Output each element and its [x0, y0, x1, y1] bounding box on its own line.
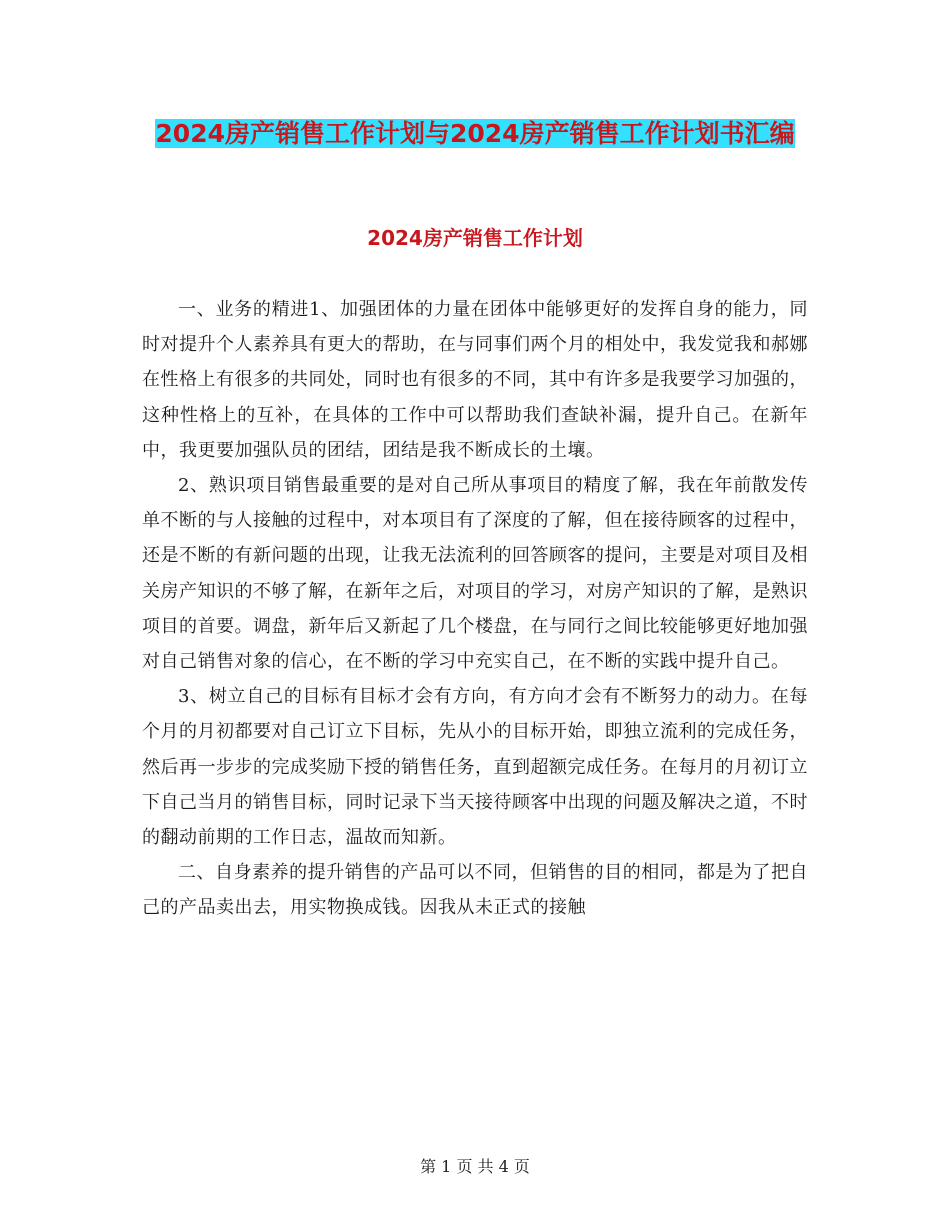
document-body [142, 292, 808, 926]
document-title [140, 112, 810, 156]
section-title: 2024房产销售工作计划 [367, 226, 583, 250]
paragraph: 二、自身素养的提升销售的产品可以不同，但销售的目的相同，都是为了把自己的产品卖出去，用实物换成钱。因我从未正式的接触 [142, 862, 808, 919]
paragraph: 3、树立自己的目标有目标才会有方向，有方向才会有不断努力的动力。在每个月的月初都要对自己订立下目标，先从小的目标开始，即独立流利的完成任务，然后再一步步的完成奖励下授的销售任务，直到超额完成任务。在每月的月初订立下自己当月的销售目标，同时记录下当天接待顾客中出现的问题及解决之道，不时的翻动前期的工作日志，温故而知新。 [142, 686, 808, 849]
paragraph: 一、业务的精进1、加强团体的力量在团体中能够更好的发挥自身的能力，同时对提升个人素养具有更大的帮助，在与同事们两个月的相处中，我发觉我和郝娜在性格上有很多的共同处，同时也有很多的不同，其中有许多是我要学习加强的，这种性格上的互补，在具体的工作中可以帮助我们查缺补漏，提升自己。在新年中，我更要加强队员的团结，团结是我不断成长的土壤。 [142, 299, 808, 461]
page-footer: 第 1 页 共 4 页 [420, 1157, 530, 1176]
paragraph: 2、熟识项目销售最重要的是对自己所从事项目的精度了解，我在年前散发传单不断的与人接触的过程中，对本项目有了深度的了解，但在接待顾客的过程中，还是不断的有新问题的出现，让我无法流利的回答顾客的提问，主要是对项目及相关房产知识的不够了解，在新年之后，对项目的学习，对房产知识的了解，是熟识项目的首要。调盘，新年后又新起了几个楼盘，在与同行之间比较能够更好地加强对自己销售对象的信心，在不断的学习中充实自己，在不断的实践中提升自己。 [142, 475, 808, 673]
document-title-text: 2024房产销售工作计划与2024房产销售工作计划书汇编 [155, 119, 795, 148]
